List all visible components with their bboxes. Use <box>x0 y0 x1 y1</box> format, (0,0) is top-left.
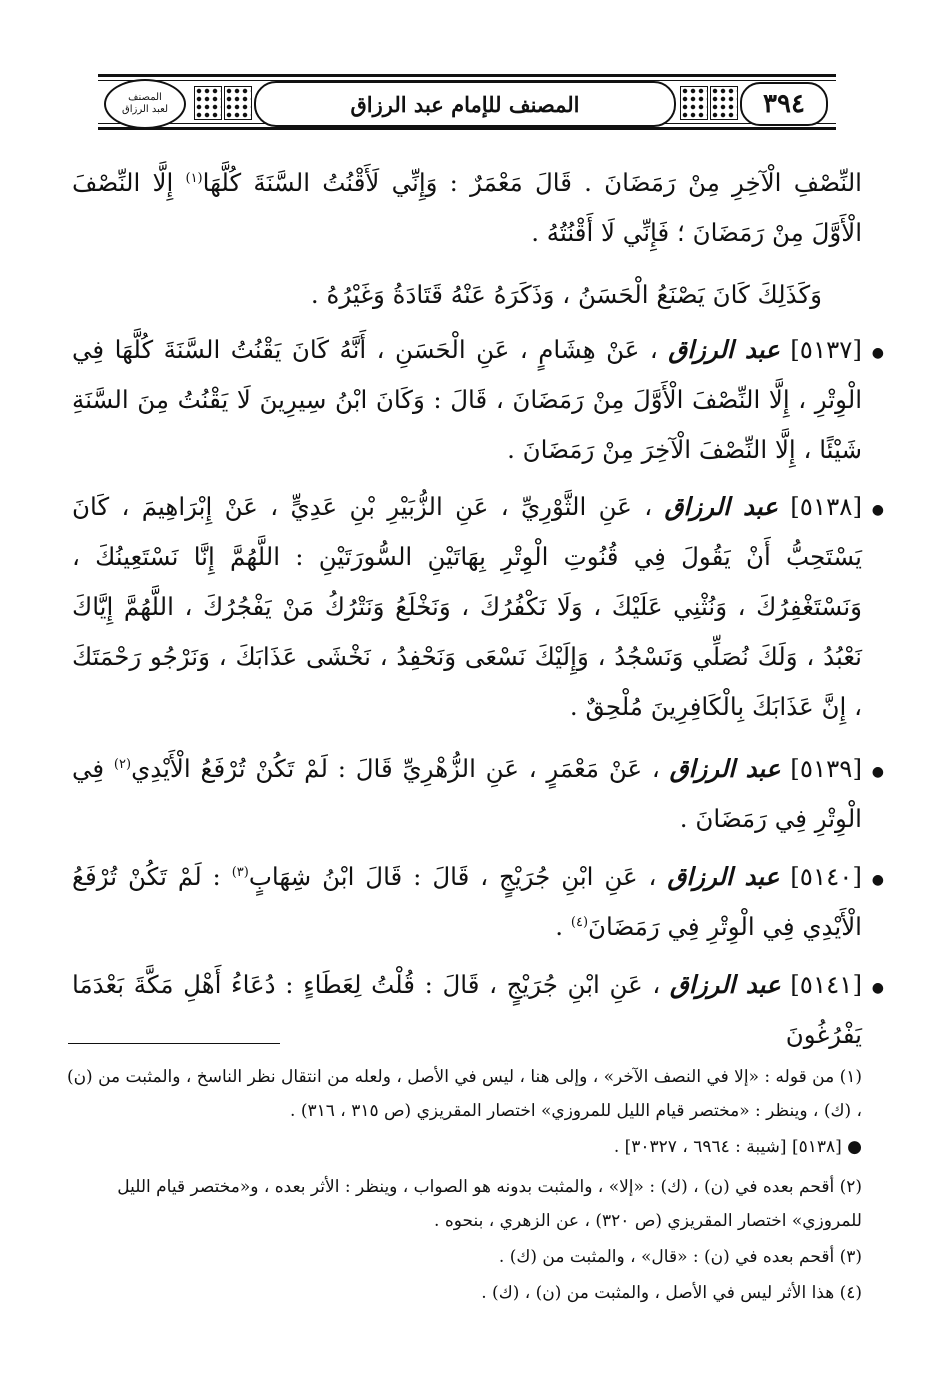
footnote <box>57 1240 862 1274</box>
seal-line: لعبد الرزاق <box>121 104 169 115</box>
entry-text: . <box>555 912 571 941</box>
hadith-entry <box>72 744 862 844</box>
footnote-marker[interactable]: (٢) <box>113 756 132 772</box>
entry-author: عبد الرزاق <box>664 492 778 521</box>
paragraph <box>72 270 862 320</box>
bullet-icon: ● <box>871 764 884 780</box>
entry-author: عبد الرزاق <box>668 335 780 364</box>
ornament-icon <box>224 86 252 120</box>
footnote-text: [٥١٣٨] [شيبة : ٦٩٦٤ ، ٣٠٣٢٧] . <box>613 1137 842 1157</box>
ornament-icon <box>194 86 222 120</box>
entry-text: ، عَنْ مَعْمَرٍ ، عَنِ الزُّهْرِيِّ قَالَ : لَمْ تَكُنْ تُرْفَعُ الْأَيْدِي <box>131 754 660 783</box>
entry-text: ، عَنِ ابْنِ جُرَيْجٍ ، قَالَ : قُلْتُ لِعَطَاءٍ : دُعَاءُ أَهْلِ مَكَّةَ بَعْدَمَا يَفْرُغُونَ <box>72 970 862 1049</box>
title-cartouche <box>254 81 676 127</box>
entry-number: [٥١٤٠] <box>790 862 862 891</box>
entry-text: : لَمْ تَكُنْ تُرْفَعُ الْأَيْدِي فِي الْوِتْرِ فِي رَمَضَانَ <box>72 862 862 941</box>
entry-text: ، عَنِ ابْنِ جُرَيْجٍ ، قَالَ : قَالَ ابْنُ شِهَابٍ <box>248 862 657 891</box>
page-header <box>98 74 836 130</box>
page-number: ٣٩٤ <box>740 82 828 126</box>
footnote <box>57 1170 862 1238</box>
footnote <box>57 1276 862 1310</box>
paragraph-text: إِلَّا النِّصْفَ الْأَوَّلَ مِنْ رَمَضَانَ ؛ فَإِنِّي لَا أَقْنُتُهُ . <box>72 168 862 247</box>
hadith-entry <box>72 960 862 1060</box>
footnote-text: (٣) أقحم بعده في (ن) : «قال» ، والمثبت من (ك) . <box>498 1247 862 1267</box>
footnote-text: (٢) أقحم بعده في (ن) ، (ك) : «إلا» ، والمثبت بدونه هو الصواب ، وينظر : الأثر بعده ، و«مختصر قيام الليل للمروزي» اختصار المقريزي (ص ٣٢٠) ، عن الزهري ، بنحوه . <box>117 1177 862 1231</box>
paragraph-text: النِّصْفِ الْآخِرِ مِنْ رَمَضَانَ . قَالَ مَعْمَرٌ : وَإِنِّي لَأَقْنُتُ السَّنَةَ كُلَّهَا <box>202 168 862 197</box>
entry-author: عبد الرزاق <box>669 754 781 783</box>
bullet-icon: ● <box>871 980 884 996</box>
ornament-icon <box>680 86 708 120</box>
book-seal <box>104 79 186 129</box>
footnote-marker[interactable]: (٣) <box>231 864 249 880</box>
bullet-icon: ● <box>871 345 884 361</box>
footnote-separator <box>68 1043 280 1044</box>
footnote-marker[interactable]: (١) <box>185 170 203 186</box>
footnote-text: (١) من قوله : «إلا في النصف الآخر» ، وإلى هنا ، ليس في الأصل ، ولعله من انتقال نظر الناسخ ، والمثبت من (ن) ، (ك) ، وينظر : «مختصر قيام الليل للمروزي» اختصار المقريزي (ص ٣١٥ ، ٣١٦) . <box>66 1067 862 1121</box>
paragraph <box>72 158 862 258</box>
entry-text: ، عَنْ هِشَامٍ ، عَنِ الْحَسَنِ ، أَنَّهُ كَانَ يَقْنُتُ السَّنَةَ كُلَّهَا فِي الْوِتْرِ ، إِلَّا النِّصْفَ الْأَوَّلَ مِنْ رَمَضَانَ ، قَالَ : وَكَانَ ابْنُ سِيرِينَ لَا يَقْنُتُ مِنَ السَّنَةِ شَيْئًا ، إِلَّا النِّصْفَ الْآخِرَ مِنْ رَمَضَانَ . <box>72 335 862 464</box>
entry-number: [٥١٤١] <box>790 970 862 999</box>
hadith-entry <box>72 482 862 732</box>
footnote-marker[interactable]: (٤) <box>570 914 589 930</box>
entry-text: ، عَنِ الثَّوْرِيِّ ، عَنِ الزُّبَيْرِ بْنِ عَدِيٍّ ، عَنْ إِبْرَاهِيمَ ، كَانَ يَسْتَحِبُّ أَنْ يَقُولَ فِي قُنُوتِ الْوِتْرِ بِهَاتَيْنِ السُّورَتَيْنِ : اللَّهُمَّ إِنَّا نَسْتَعِينُكَ ، وَنَسْتَغْفِرُكَ ، وَنُثْنِي عَلَيْكَ ، وَلَا نَكْفُرُكَ ، وَنَخْلَعُ وَنَتْرُكُ مَنْ يَفْجُرُكَ ، اللَّهُمَّ إِيَّاكَ نَعْبُدُ ، وَلَكَ نُصَلِّي وَنَسْجُدُ ، وَإِلَيْكَ نَسْعَى وَنَحْفِدُ ، نَخْشَى عَذَابَكَ ، وَنَرْجُو رَحْمَتَكَ ، إِنَّ عَذَابَكَ بِالْكَافِرِينَ مُلْحِقٌ . <box>72 492 862 721</box>
footnote <box>57 1130 862 1164</box>
entry-number: [٥١٣٩] <box>790 754 863 783</box>
seal-line: المصنف <box>128 92 162 103</box>
hadith-entry <box>72 325 862 475</box>
entry-number: [٥١٣٧] <box>790 335 862 364</box>
entry-text: فِي الْوِتْرِ فِي رَمَضَانَ . <box>72 754 862 833</box>
bullet-icon: ● <box>871 502 884 518</box>
footnote <box>57 1060 862 1128</box>
bullet-icon: ● <box>871 872 884 888</box>
entry-number: [٥١٣٨] <box>790 492 862 521</box>
hadith-entry <box>72 852 862 952</box>
ornament-icon <box>710 86 738 120</box>
footnote-text: (٤) هذا الأثر ليس في الأصل ، والمثبت من (ن) ، (ك) . <box>481 1283 862 1303</box>
paragraph-text: وَكَذَلِكَ كَانَ يَصْنَعُ الْحَسَنُ ، وَذَكَرَهُ عَنْهُ قَتَادَةُ وَغَيْرُهُ . <box>310 280 822 309</box>
entry-author: عبد الرزاق <box>669 970 781 999</box>
bullet-icon: ● <box>847 1137 862 1157</box>
running-title: المصنف للإمام عبد الرزاق <box>350 91 580 117</box>
entry-author: عبد الرزاق <box>667 862 780 891</box>
